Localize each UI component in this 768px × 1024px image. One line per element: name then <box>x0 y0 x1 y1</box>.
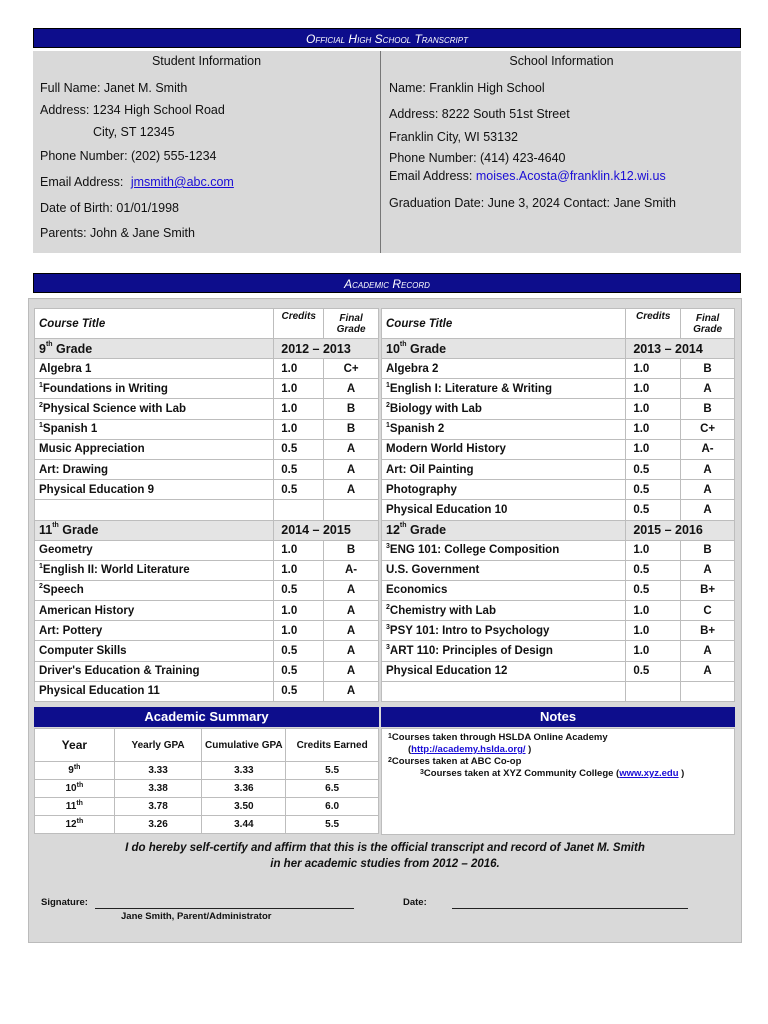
student-phone: Phone Number: (202) 555-1234 <box>40 149 217 163</box>
school-email-row <box>389 169 666 183</box>
course-name <box>35 500 274 520</box>
student-info <box>33 51 381 253</box>
course-row <box>382 379 735 399</box>
course-name: Driver's Education & Training <box>35 661 274 681</box>
course-name: Physical Education 10 <box>382 500 626 520</box>
summary-yearly-gpa: 3.38 <box>114 780 202 798</box>
course-name: American History <box>35 601 274 621</box>
course-grade: B <box>681 359 735 379</box>
notes-header <box>381 707 735 727</box>
summary-cumulative-gpa: 3.36 <box>202 780 286 798</box>
course-row <box>35 439 379 459</box>
course-credits: 0.5 <box>626 500 681 520</box>
course-name: Geometry <box>35 540 274 560</box>
course-row <box>35 359 379 379</box>
course-name: Physical Education 9 <box>35 480 274 500</box>
course-row <box>382 661 735 681</box>
student-info-header: Student Information <box>151 54 262 68</box>
note-1-link-row: (http://academy.hslda.org/ ) <box>408 744 532 755</box>
course-credits: 1.0 <box>274 601 324 621</box>
course-credits: 0.5 <box>274 459 324 479</box>
course-credits: 1.0 <box>626 439 681 459</box>
course-row <box>35 399 379 419</box>
course-grade <box>681 681 735 701</box>
course-row <box>382 580 735 600</box>
course-name: $^1$Spanish 1 <box>35 419 274 439</box>
course-row <box>382 540 735 560</box>
course-credits: 1.0 <box>626 601 681 621</box>
course-row <box>382 459 735 479</box>
course-name: Art: Pottery <box>35 621 274 641</box>
affirmation-line-1: I do hereby self-certify and affirm that this is the official transcript and record of Janet M. Smith <box>125 842 645 854</box>
grade-year-row <box>35 339 379 359</box>
student-city: City, ST 12345 <box>93 125 175 139</box>
course-credits: 1.0 <box>274 540 324 560</box>
course-grade: A <box>681 379 735 399</box>
course-row <box>35 580 379 600</box>
course-grade: A <box>324 439 379 459</box>
course-name: $^2$Chemistry with Lab <box>382 601 626 621</box>
course-table-header <box>35 309 379 339</box>
signature-label: Signature: <box>41 897 88 908</box>
summary-year: 11th <box>35 798 115 816</box>
course-row <box>35 540 379 560</box>
notes-box <box>381 728 735 835</box>
course-credits: 1.0 <box>274 419 324 439</box>
academic-summary-header <box>34 707 379 727</box>
grade-year-label: 12th Grade <box>382 520 626 540</box>
course-credits: 1.0 <box>274 359 324 379</box>
student-dob: Date of Birth: 01/01/1998 <box>40 201 179 215</box>
course-grade <box>324 500 379 520</box>
course-name: $^3$ART 110: Principles of Design <box>382 641 626 661</box>
date-label: Date: <box>403 897 427 908</box>
course-grade: B+ <box>681 621 735 641</box>
course-credits: 1.0 <box>626 379 681 399</box>
course-name: Algebra 1 <box>35 359 274 379</box>
course-grade: B <box>324 540 379 560</box>
credits-header: Credits <box>274 309 324 339</box>
grade-year-span: 2013 – 2014 <box>626 339 735 359</box>
summary-header-cell: Cumulative GPA <box>202 729 286 762</box>
course-credits: 0.5 <box>274 439 324 459</box>
course-row <box>382 500 735 520</box>
course-grade: C <box>681 601 735 621</box>
course-name: $^1$English II: World Literature <box>35 560 274 580</box>
course-credits: 0.5 <box>274 480 324 500</box>
course-grade: A <box>324 580 379 600</box>
summary-credits-earned: 6.5 <box>286 780 379 798</box>
academic-record-title: Academic Record <box>344 277 430 291</box>
summary-credits-earned: 5.5 <box>286 816 379 834</box>
signature-line[interactable] <box>95 908 354 909</box>
course-row <box>382 681 735 701</box>
summary-credits-earned: 5.5 <box>286 762 379 780</box>
course-credits: 1.0 <box>626 359 681 379</box>
summary-yearly-gpa: 3.26 <box>114 816 202 834</box>
courses-left-table <box>34 308 379 702</box>
course-name <box>382 681 626 701</box>
course-name: Music Appreciation <box>35 439 274 459</box>
course-grade: B <box>324 399 379 419</box>
course-row <box>382 621 735 641</box>
course-grade: B+ <box>681 580 735 600</box>
credits-header: Credits <box>626 309 681 339</box>
summary-cumulative-gpa: 3.33 <box>202 762 286 780</box>
summary-yearly-gpa: 3.78 <box>114 798 202 816</box>
summary-row <box>35 780 379 798</box>
summary-header-cell: Yearly GPA <box>114 729 202 762</box>
course-row <box>35 661 379 681</box>
course-grade: A <box>681 661 735 681</box>
student-full-name: Full Name: Janet M. Smith <box>40 81 188 95</box>
summary-row <box>35 816 379 834</box>
course-row <box>382 399 735 419</box>
course-name: Algebra 2 <box>382 359 626 379</box>
course-row <box>382 359 735 379</box>
summary-year: 12th <box>35 816 115 834</box>
summary-year: 9th <box>35 762 115 780</box>
course-name: Economics <box>382 580 626 600</box>
course-credits: 0.5 <box>274 641 324 661</box>
notes-title: Notes <box>539 709 577 724</box>
course-grade: A <box>324 459 379 479</box>
course-grade: A <box>324 681 379 701</box>
course-name: U.S. Government <box>382 560 626 580</box>
course-grade: A- <box>324 560 379 580</box>
course-row <box>35 419 379 439</box>
course-row <box>35 480 379 500</box>
school-email[interactable]: moises.Acosta@franklin.k12.wi.us <box>475 169 666 183</box>
course-credits: 1.0 <box>626 399 681 419</box>
course-grade: A <box>324 661 379 681</box>
course-credits: 0.5 <box>274 681 324 701</box>
course-credits: 1.0 <box>274 399 324 419</box>
course-credits: 0.5 <box>626 580 681 600</box>
course-name: Photography <box>382 480 626 500</box>
student-email-label: Email Address: <box>40 175 124 189</box>
course-row <box>382 601 735 621</box>
summary-header-cell: Year <box>35 729 115 762</box>
note-3: $^3$Courses taken at XYZ Community College (www.xyz.edu ) <box>420 768 685 779</box>
course-title-header: Course Title <box>35 309 274 339</box>
course-name: $^2$Physical Science with Lab <box>35 399 274 419</box>
course-credits: 1.0 <box>626 540 681 560</box>
course-row <box>35 681 379 701</box>
info-panel <box>33 51 741 253</box>
course-row <box>35 500 379 520</box>
final-grade-header: Final Grade <box>681 309 735 339</box>
grade-year-row <box>382 339 735 359</box>
summary-year: 10th <box>35 780 115 798</box>
course-grade: A <box>324 641 379 661</box>
course-name: $^3$ENG 101: College Composition <box>382 540 626 560</box>
course-grade: B <box>681 399 735 419</box>
transcript-title-bar <box>33 28 741 48</box>
academic-record <box>28 298 742 943</box>
summary-row <box>35 798 379 816</box>
course-credits: 0.5 <box>626 661 681 681</box>
course-row <box>35 560 379 580</box>
summary-credits-earned: 6.0 <box>286 798 379 816</box>
affirmation-line-2: in her academic studies from 2012 – 2016. <box>270 858 500 870</box>
course-credits: 0.5 <box>626 560 681 580</box>
school-email-label: Email Address: <box>389 169 473 183</box>
course-row <box>382 641 735 661</box>
course-row <box>35 641 379 661</box>
course-grade: C+ <box>681 419 735 439</box>
course-row <box>35 459 379 479</box>
course-row <box>382 480 735 500</box>
course-name: $^3$PSY 101: Intro to Psychology <box>382 621 626 641</box>
summary-yearly-gpa: 3.33 <box>114 762 202 780</box>
date-line[interactable] <box>452 908 688 909</box>
course-grade: A- <box>681 439 735 459</box>
course-grade: A <box>324 621 379 641</box>
course-credits: 0.5 <box>274 580 324 600</box>
course-credits: 0.5 <box>626 459 681 479</box>
course-grade: A <box>324 480 379 500</box>
course-name: Art: Oil Painting <box>382 459 626 479</box>
grade-year-span: 2015 – 2016 <box>626 520 735 540</box>
course-row <box>35 621 379 641</box>
graduation-date: Graduation Date: June 3, 2024 Contact: Jane Smith <box>389 196 676 210</box>
course-grade: B <box>681 540 735 560</box>
school-info-header: School Information <box>509 54 614 68</box>
signature-name: Jane Smith, Parent/Administrator <box>121 911 272 922</box>
course-credits: 1.0 <box>274 621 324 641</box>
student-parents: Parents: John & Jane Smith <box>40 226 195 240</box>
xyz-link[interactable]: www.xyz.edu <box>619 768 679 779</box>
grade-year-span: 2012 – 2013 <box>274 339 379 359</box>
summary-cumulative-gpa: 3.44 <box>202 816 286 834</box>
course-grade: B <box>324 419 379 439</box>
course-name: Art: Drawing <box>35 459 274 479</box>
student-address: Address: 1234 High School Road <box>40 103 225 117</box>
course-grade: A <box>681 480 735 500</box>
course-name: $^2$Speech <box>35 580 274 600</box>
academic-record-bar <box>33 273 741 293</box>
course-credits: 1.0 <box>626 419 681 439</box>
course-name: $^1$English I: Literature & Writing <box>382 379 626 399</box>
school-city: Franklin City, WI 53132 <box>389 130 518 144</box>
note-2: $^2$Courses taken at ABC Co-op <box>388 756 522 767</box>
course-grade: A <box>681 560 735 580</box>
course-name: $^1$Spanish 2 <box>382 419 626 439</box>
academic-summary-title: Academic Summary <box>144 709 269 724</box>
grade-year-row <box>35 520 379 540</box>
summary-header-cell: Credits Earned <box>286 729 379 762</box>
course-grade: A <box>324 379 379 399</box>
course-grade: C+ <box>324 359 379 379</box>
school-info <box>382 51 741 253</box>
course-row <box>382 419 735 439</box>
school-name: Name: Franklin High School <box>389 81 545 95</box>
course-credits: 0.5 <box>274 661 324 681</box>
course-row <box>382 560 735 580</box>
course-credits <box>626 681 681 701</box>
course-name: Physical Education 12 <box>382 661 626 681</box>
grade-year-row <box>382 520 735 540</box>
course-credits <box>274 500 324 520</box>
courses-right-table <box>381 308 735 702</box>
course-grade: A <box>324 601 379 621</box>
course-name: Computer Skills <box>35 641 274 661</box>
course-credits: 1.0 <box>626 621 681 641</box>
student-email-row <box>40 175 234 189</box>
course-credits: 1.0 <box>626 641 681 661</box>
course-grade: A <box>681 641 735 661</box>
grade-year-label: 10th Grade <box>382 339 626 359</box>
course-row <box>35 601 379 621</box>
course-grade: A <box>681 500 735 520</box>
course-table-header <box>382 309 735 339</box>
transcript-title: Official High School Transcript <box>305 32 468 46</box>
affirmation <box>29 840 741 872</box>
school-phone: Phone Number: (414) 423-4640 <box>389 151 566 165</box>
academic-summary-table <box>34 728 379 834</box>
note-1: $^1$Courses taken through HSLDA Online Academy <box>388 732 608 743</box>
course-name: Modern World History <box>382 439 626 459</box>
course-credits: 0.5 <box>626 480 681 500</box>
summary-cumulative-gpa: 3.50 <box>202 798 286 816</box>
hslda-link[interactable]: http://academy.hslda.org/ <box>411 744 526 755</box>
summary-row <box>35 762 379 780</box>
course-row <box>382 439 735 459</box>
course-row <box>35 379 379 399</box>
course-credits: 1.0 <box>274 379 324 399</box>
course-grade: A <box>681 459 735 479</box>
course-credits: 1.0 <box>274 560 324 580</box>
course-name: $^1$Foundations in Writing <box>35 379 274 399</box>
grade-year-label: 11th Grade <box>35 520 274 540</box>
final-grade-header: Final Grade <box>324 309 379 339</box>
school-address: Address: 8222 South 51st Street <box>389 107 570 121</box>
grade-year-span: 2014 – 2015 <box>274 520 379 540</box>
student-email-link[interactable]: jmsmith@abc.com <box>130 175 234 189</box>
course-name: $^2$Biology with Lab <box>382 399 626 419</box>
grade-year-label: 9th Grade <box>35 339 274 359</box>
course-name: Physical Education 11 <box>35 681 274 701</box>
summary-header-row <box>35 729 379 762</box>
course-title-header: Course Title <box>382 309 626 339</box>
